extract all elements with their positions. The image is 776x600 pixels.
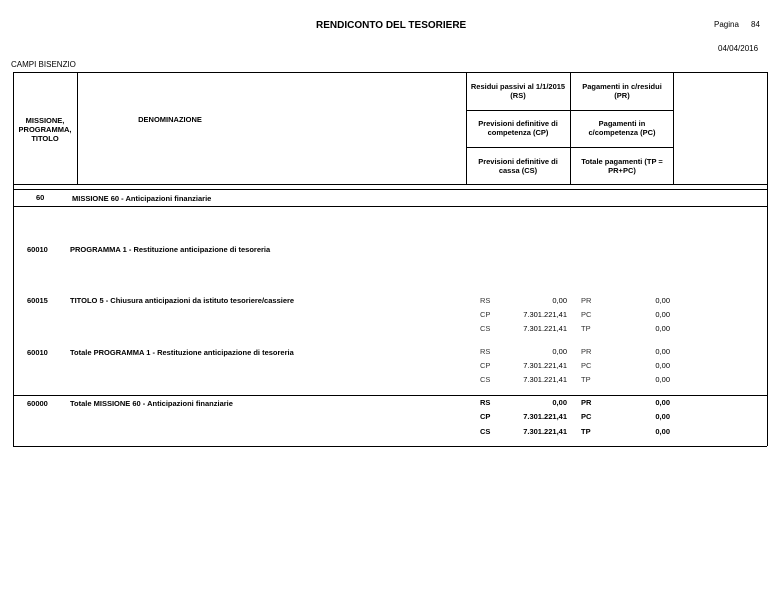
cs-value: 7.301.221,41	[523, 375, 567, 384]
pr-label: PR	[581, 296, 592, 305]
totale-programma-code: 60010	[27, 348, 48, 357]
tp-value: 0,00	[655, 324, 670, 333]
pc-label: PC	[581, 361, 592, 370]
titolo-label: TITOLO 5 - Chiusura anticipazioni da istituto tesoriere/cassiere	[70, 296, 295, 305]
cs-value: 7.301.221,41	[523, 324, 567, 333]
report-title: RENDICONTO DEL TESORIERE	[316, 20, 467, 31]
cp-label: CP	[480, 310, 491, 319]
programma-label: PROGRAMMA 1 - Restituzione anticipazione di tesoreria	[70, 245, 271, 254]
cs-label: CS	[480, 324, 491, 333]
rs-label: RS	[480, 347, 491, 356]
titolo-code: 60015	[27, 296, 48, 305]
tp-label: TP	[581, 427, 591, 436]
rs-value: 0,00	[552, 398, 567, 407]
tp-label: TP	[581, 324, 591, 333]
tp-value: 0,00	[655, 375, 670, 384]
header-cs: Previsioni definitive di cassa (CS)	[478, 157, 558, 175]
rs-value: 0,00	[552, 296, 567, 305]
cp-value: 7.301.221,41	[523, 412, 567, 421]
header-cp: Previsioni definitive di competenza (CP)	[478, 119, 558, 137]
rs-value: 0,00	[552, 347, 567, 356]
programma-code: 60010	[27, 245, 48, 254]
cs-value: 7.301.221,41	[523, 427, 567, 436]
pr-value: 0,00	[655, 296, 670, 305]
cs-label: CS	[480, 427, 491, 436]
pr-value: 0,00	[655, 347, 670, 356]
pc-value: 0,00	[655, 361, 670, 370]
header-rs: Residui passivi al 1/1/2015 (RS)	[470, 82, 566, 100]
pr-label: PR	[581, 347, 592, 356]
page-number: 84	[751, 20, 760, 29]
tp-label: TP	[581, 375, 591, 384]
pc-value: 0,00	[655, 412, 670, 421]
report-date: 04/04/2016	[718, 44, 759, 53]
entity-name: CAMPI BISENZIO	[11, 60, 76, 69]
pc-label: PC	[581, 310, 592, 319]
mission-label: MISSIONE 60 - Anticipazioni finanziarie	[72, 194, 212, 203]
header-tp: Totale pagamenti (TP = PR+PC)	[581, 157, 663, 175]
pc-label: PC	[581, 412, 592, 421]
pc-value: 0,00	[655, 310, 670, 319]
rs-label: RS	[480, 398, 491, 407]
pr-label: PR	[581, 398, 592, 407]
cp-label: CP	[480, 361, 491, 370]
header-pr: Pagamenti in c/residui (PR)	[582, 82, 662, 100]
totale-missione-code: 60000	[27, 399, 48, 408]
cp-value: 7.301.221,41	[523, 361, 567, 370]
header-denominazione: DENOMINAZIONE	[138, 115, 202, 124]
cp-value: 7.301.221,41	[523, 310, 567, 319]
rs-label: RS	[480, 296, 491, 305]
cs-label: CS	[480, 375, 491, 384]
totale-programma-label: Totale PROGRAMMA 1 - Restituzione anticipazione di tesoreria	[70, 348, 294, 357]
tp-value: 0,00	[655, 427, 670, 436]
cp-label: CP	[480, 412, 491, 421]
header-pc: Pagamenti in c/competenza (PC)	[588, 119, 656, 137]
page-label: Pagina	[714, 20, 739, 29]
pr-value: 0,00	[655, 398, 670, 407]
totale-missione-label: Totale MISSIONE 60 - Anticipazioni finanziarie	[70, 399, 233, 408]
mission-code: 60	[36, 193, 45, 202]
header-missione: MISSIONE, PROGRAMMA, TITOLO	[18, 116, 72, 143]
